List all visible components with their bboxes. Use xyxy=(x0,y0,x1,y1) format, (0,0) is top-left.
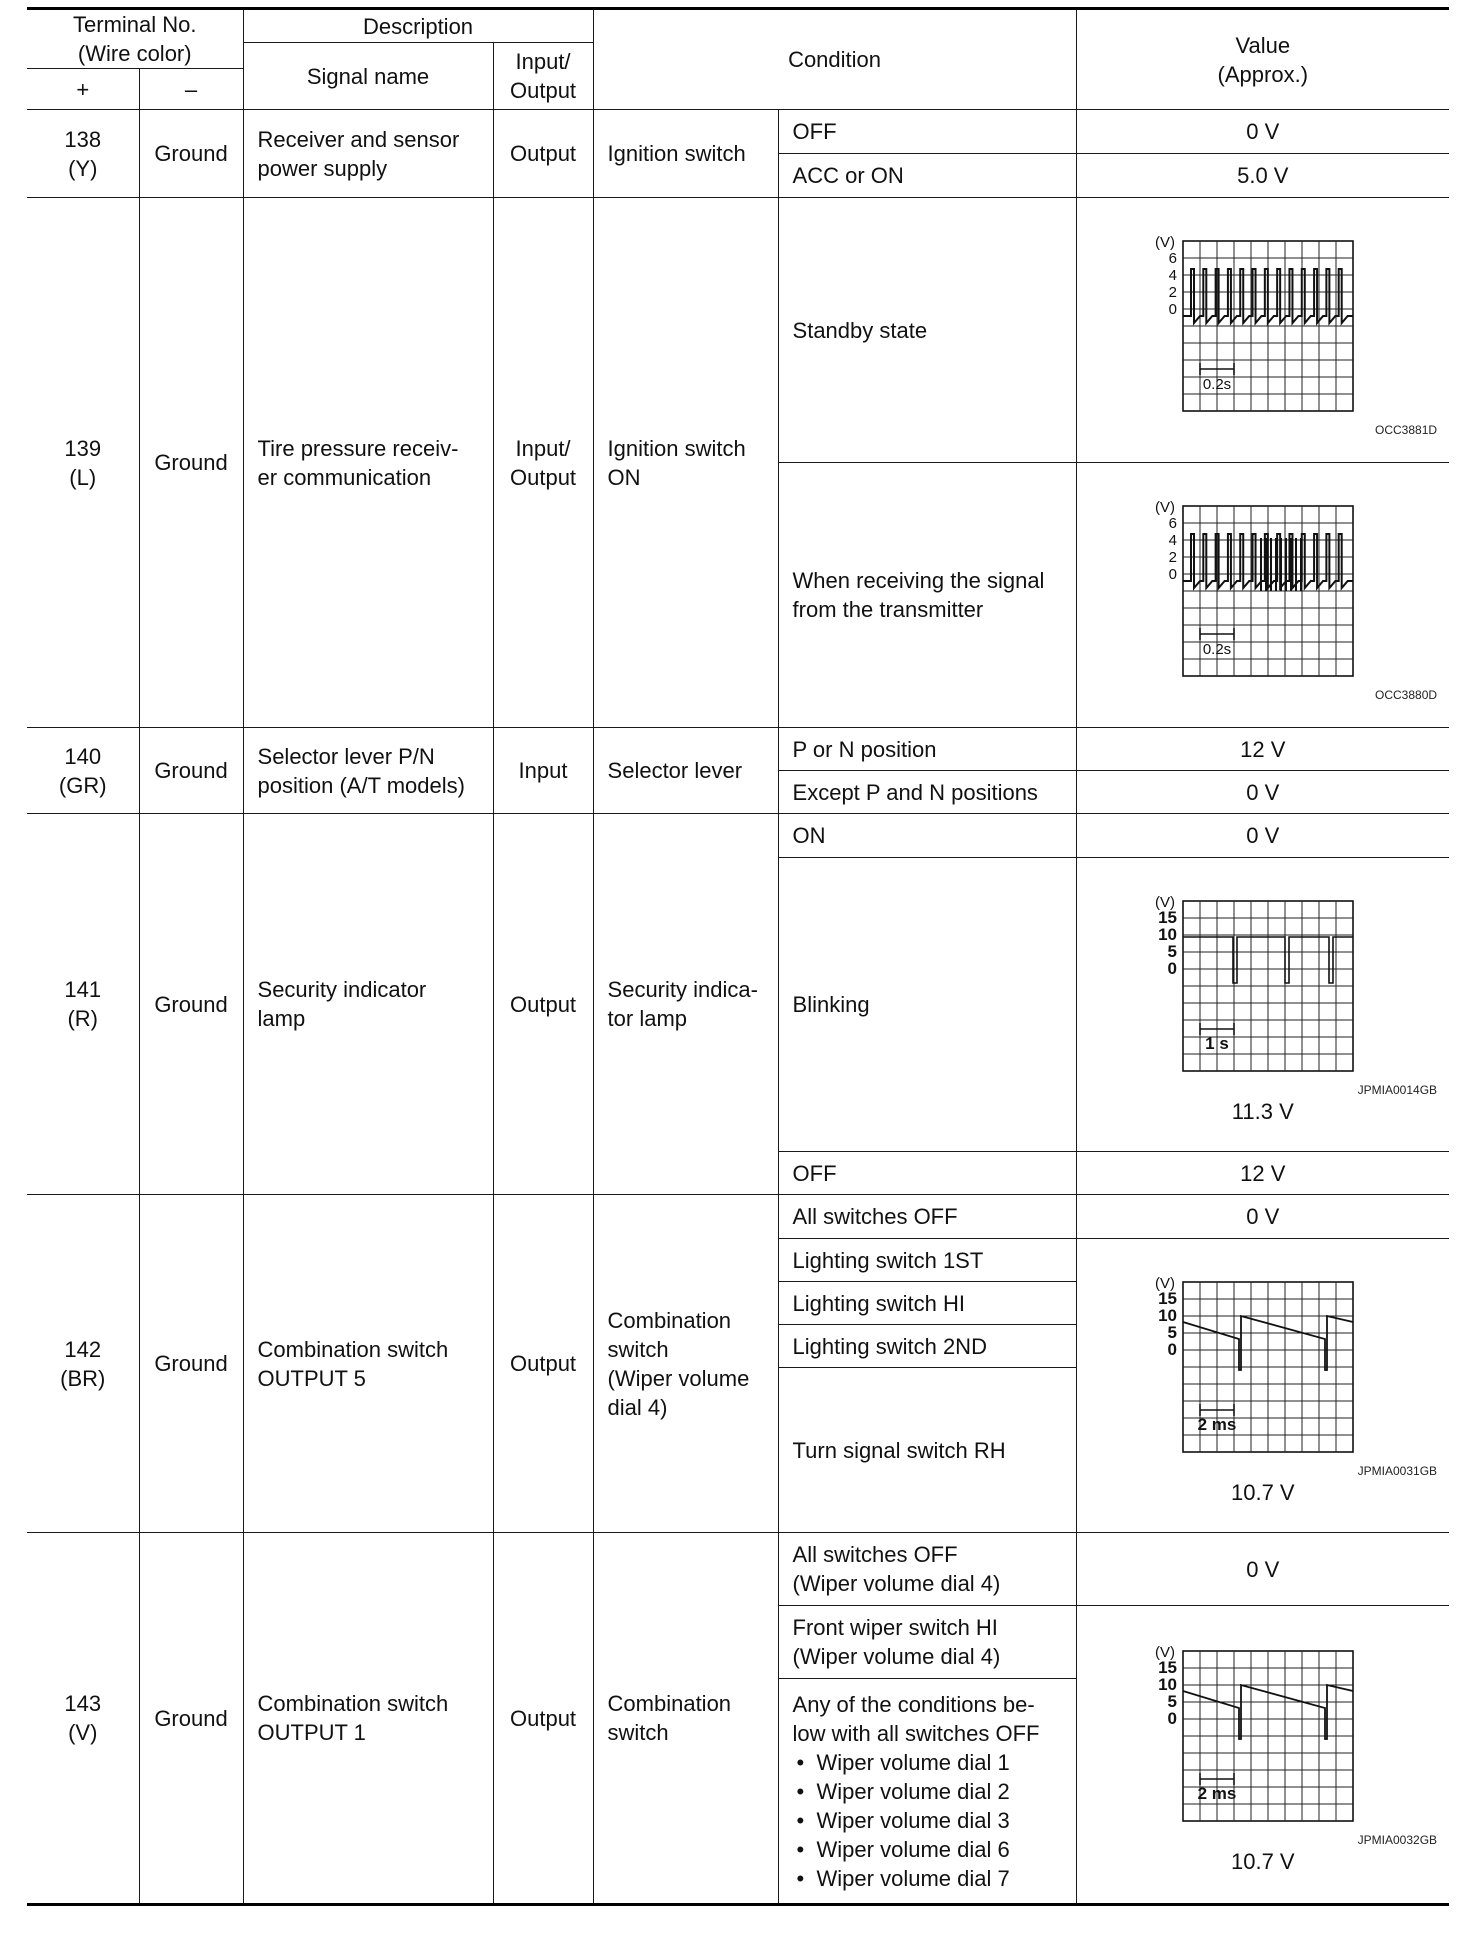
signal-trace xyxy=(1183,534,1353,588)
header-description: Description xyxy=(243,9,593,43)
condition-text: tor lamp xyxy=(607,1006,688,1031)
waveform-receiving xyxy=(1113,488,1413,688)
terminal-number: 140 xyxy=(64,743,102,769)
y-tick-label: 2 xyxy=(1168,549,1177,566)
signal-text: OUTPUT 5 xyxy=(257,1365,366,1391)
y-tick-label: 5 xyxy=(1167,1323,1177,1342)
condition-sub: All switches OFF xyxy=(778,1195,1076,1239)
condition-main xyxy=(593,1533,778,1905)
waveform-output1 xyxy=(1113,1633,1413,1833)
terminal-no-label: Terminal No. xyxy=(73,12,197,37)
signal-text: Tire pressure receiv- xyxy=(257,435,459,461)
value-label: Value xyxy=(1235,32,1291,58)
header-plus: + xyxy=(27,69,139,110)
io-cell: Output xyxy=(493,814,593,1195)
condition-text: Combination xyxy=(607,1691,732,1716)
condition-text: (Wiper volume dial 4) xyxy=(792,1644,1001,1669)
condition-text: Combination xyxy=(607,1307,732,1333)
y-unit-label: (V) xyxy=(1154,1275,1175,1292)
io-cell xyxy=(493,198,593,728)
io-cell: Input xyxy=(493,728,593,814)
time-division-label: 2 ms xyxy=(1197,1415,1237,1434)
terminal-table xyxy=(27,7,1449,1906)
y-tick-label: 10 xyxy=(1157,925,1177,944)
wire-color: (BR) xyxy=(60,1365,106,1391)
condition-sub: OFF xyxy=(778,1152,1076,1195)
terminal-number: 138 xyxy=(64,126,102,152)
condition-main xyxy=(593,1195,778,1533)
waveform-cell xyxy=(1076,198,1449,463)
time-division-label: 0.2s xyxy=(1202,641,1231,658)
condition-sub xyxy=(778,463,1076,728)
y-tick-label: 15 xyxy=(1157,1289,1177,1308)
condition-sub xyxy=(778,1679,1076,1905)
y-tick-label: 4 xyxy=(1168,267,1177,284)
y-unit-label: (V) xyxy=(1154,1644,1175,1661)
ground-cell: Ground xyxy=(139,1195,243,1533)
terminal-142 xyxy=(27,1195,139,1533)
waveform-standby xyxy=(1113,223,1413,423)
terminal-141 xyxy=(27,814,139,1195)
y-unit-label: (V) xyxy=(1154,894,1175,911)
io-cell: Output xyxy=(493,110,593,198)
condition-text: (Wiper volume dial 4) xyxy=(792,1571,1001,1596)
value-cell: 12 V xyxy=(1076,728,1449,771)
y-tick-label: 4 xyxy=(1168,532,1177,549)
io-cell: Output xyxy=(493,1195,593,1533)
condition-sub: Blinking xyxy=(778,858,1076,1152)
waveform-value: 11.3 V xyxy=(1231,1099,1294,1124)
ground-cell: Ground xyxy=(139,110,243,198)
condition-text: switch xyxy=(607,1720,669,1745)
condition-text: (Wiper volume xyxy=(607,1365,750,1391)
y-tick-label: 15 xyxy=(1157,908,1177,927)
waveform-blinking xyxy=(1113,883,1413,1083)
condition-text: When receiving the signal xyxy=(792,568,1045,593)
header-terminal-no xyxy=(27,9,243,69)
condition-text: Ignition switch xyxy=(607,435,746,461)
y-tick-label: 0 xyxy=(1167,1340,1177,1359)
y-tick-label: 0 xyxy=(1168,301,1177,318)
signal-name-cell xyxy=(243,198,493,728)
condition-text: dial 4) xyxy=(607,1394,668,1420)
header-condition: Condition xyxy=(593,9,1076,110)
figure-code: JPMIA0031GB xyxy=(1357,1464,1438,1478)
signal-trace xyxy=(1183,269,1353,323)
condition-sub: ACC or ON xyxy=(778,154,1076,198)
time-division-label: 0.2s xyxy=(1202,376,1231,393)
time-division-label: 2 ms xyxy=(1197,1784,1237,1803)
condition-sub xyxy=(778,1606,1076,1679)
terminal-140 xyxy=(27,728,139,814)
list-item: • Wiper volume dial 1 xyxy=(793,1748,1070,1777)
figure-code: OCC3880D xyxy=(1375,688,1438,702)
wire-color: (R) xyxy=(67,1006,99,1031)
waveform-value: 10.7 V xyxy=(1230,1849,1295,1874)
terminal-143 xyxy=(27,1533,139,1905)
condition-sub: P or N position xyxy=(778,728,1076,771)
y-tick-label: 10 xyxy=(1157,1306,1177,1325)
waveform-value: 10.7 V xyxy=(1230,1480,1295,1505)
y-tick-label: 6 xyxy=(1168,250,1177,267)
condition-sub: Lighting switch 2ND xyxy=(778,1325,1076,1368)
signal-name-cell xyxy=(243,728,493,814)
condition-text: All switches OFF xyxy=(792,1542,958,1567)
y-tick-label: 5 xyxy=(1167,1692,1177,1711)
list-item: • Wiper volume dial 3 xyxy=(793,1806,1070,1835)
terminal-number: 143 xyxy=(64,1691,102,1716)
signal-text: Selector lever P/N xyxy=(257,743,435,769)
condition-sub: Lighting switch 1ST xyxy=(778,1239,1076,1282)
y-tick-label: 6 xyxy=(1168,515,1177,532)
ground-cell: Ground xyxy=(139,814,243,1195)
signal-text: OUTPUT 1 xyxy=(257,1720,366,1745)
bullet-list xyxy=(793,1748,1070,1893)
y-unit-label: (V) xyxy=(1154,234,1175,251)
value-cell: 0 V xyxy=(1076,814,1449,858)
y-unit-label: (V) xyxy=(1154,499,1175,516)
value-cell: 5.0 V xyxy=(1076,154,1449,198)
signal-name-cell xyxy=(243,1533,493,1905)
condition-main xyxy=(593,198,778,728)
header-signal-name: Signal name xyxy=(243,43,493,110)
terminal-number: 141 xyxy=(64,977,102,1002)
signal-text: Security indicator xyxy=(257,977,427,1002)
value-cell: 0 V xyxy=(1076,771,1449,814)
list-item: • Wiper volume dial 2 xyxy=(793,1777,1070,1806)
condition-text: switch xyxy=(607,1336,669,1362)
io-text: Input/ xyxy=(515,435,571,461)
wire-color-label: (Wire color) xyxy=(77,41,192,66)
waveform-cell xyxy=(1076,463,1449,728)
y-tick-label: 5 xyxy=(1167,942,1177,961)
condition-main xyxy=(593,814,778,1195)
condition-sub: OFF xyxy=(778,110,1076,154)
signal-text: lamp xyxy=(257,1006,306,1031)
signal-text: Receiver and sensor xyxy=(257,126,460,152)
wire-color: (V) xyxy=(68,1720,98,1745)
waveform-cell xyxy=(1076,1239,1449,1533)
y-tick-label: 15 xyxy=(1157,1658,1177,1677)
condition-sub: Lighting switch HI xyxy=(778,1282,1076,1325)
condition-sub: Turn signal switch RH xyxy=(778,1368,1076,1533)
time-division-label: 1 s xyxy=(1204,1034,1229,1053)
wire-color: (Y) xyxy=(68,155,98,181)
y-tick-label: 0 xyxy=(1168,566,1177,583)
signal-name-cell xyxy=(243,814,493,1195)
figure-code: JPMIA0014GB xyxy=(1357,1083,1438,1097)
value-cell: 12 V xyxy=(1076,1152,1449,1195)
terminal-138 xyxy=(27,110,139,198)
io-line1: Input/ xyxy=(515,49,571,74)
io-cell: Output xyxy=(493,1533,593,1905)
terminal-number: 139 xyxy=(64,435,102,461)
condition-sub: Standby state xyxy=(778,198,1076,463)
condition-main: Selector lever xyxy=(593,728,778,814)
condition-sub xyxy=(778,1533,1076,1606)
value-cell: 0 V xyxy=(1076,1195,1449,1239)
condition-main: Ignition switch xyxy=(593,110,778,198)
wire-color: (L) xyxy=(69,464,97,490)
condition-text: Front wiper switch HI xyxy=(792,1615,998,1640)
signal-text: Combination switch xyxy=(257,1691,449,1716)
signal-text: er communication xyxy=(257,464,432,490)
y-tick-label: 2 xyxy=(1168,284,1177,301)
waveform-cell xyxy=(1076,1606,1449,1905)
wire-color: (GR) xyxy=(58,772,107,798)
io-text: Output xyxy=(510,464,577,490)
condition-sub: Except P and N positions xyxy=(778,771,1076,814)
y-tick-label: 0 xyxy=(1167,1709,1177,1728)
value-cell: 0 V xyxy=(1076,110,1449,154)
y-tick-label: 10 xyxy=(1157,1675,1177,1694)
signal-text: power supply xyxy=(257,155,388,181)
condition-sub: ON xyxy=(778,814,1076,858)
ground-cell: Ground xyxy=(139,728,243,814)
condition-text: from the transmitter xyxy=(792,597,984,622)
header-value xyxy=(1076,9,1449,110)
approx-label: (Approx.) xyxy=(1217,61,1309,87)
condition-text: ON xyxy=(607,464,641,490)
header-io xyxy=(493,43,593,110)
terminal-139 xyxy=(27,198,139,728)
figure-code: JPMIA0032GB xyxy=(1357,1833,1438,1847)
waveform-cell xyxy=(1076,858,1449,1152)
waveform-output5 xyxy=(1113,1264,1413,1464)
y-tick-label: 0 xyxy=(1167,959,1177,978)
condition-text: Security indica- xyxy=(607,977,758,1002)
terminal-number: 142 xyxy=(64,1336,102,1362)
value-cell: 0 V xyxy=(1076,1533,1449,1606)
signal-name-cell xyxy=(243,1195,493,1533)
io-line2: Output xyxy=(510,78,577,103)
list-item: • Wiper volume dial 7 xyxy=(793,1864,1070,1893)
signal-text: Combination switch xyxy=(257,1336,449,1362)
condition-text: low with all switches OFF xyxy=(792,1720,1040,1746)
signal-name-cell xyxy=(243,110,493,198)
figure-code: OCC3881D xyxy=(1375,423,1438,437)
ground-cell: Ground xyxy=(139,198,243,728)
condition-text: Any of the conditions be- xyxy=(792,1691,1035,1717)
list-item: • Wiper volume dial 6 xyxy=(793,1835,1070,1864)
signal-text: position (A/T models) xyxy=(257,772,465,798)
header-minus: – xyxy=(139,69,243,110)
ground-cell: Ground xyxy=(139,1533,243,1905)
